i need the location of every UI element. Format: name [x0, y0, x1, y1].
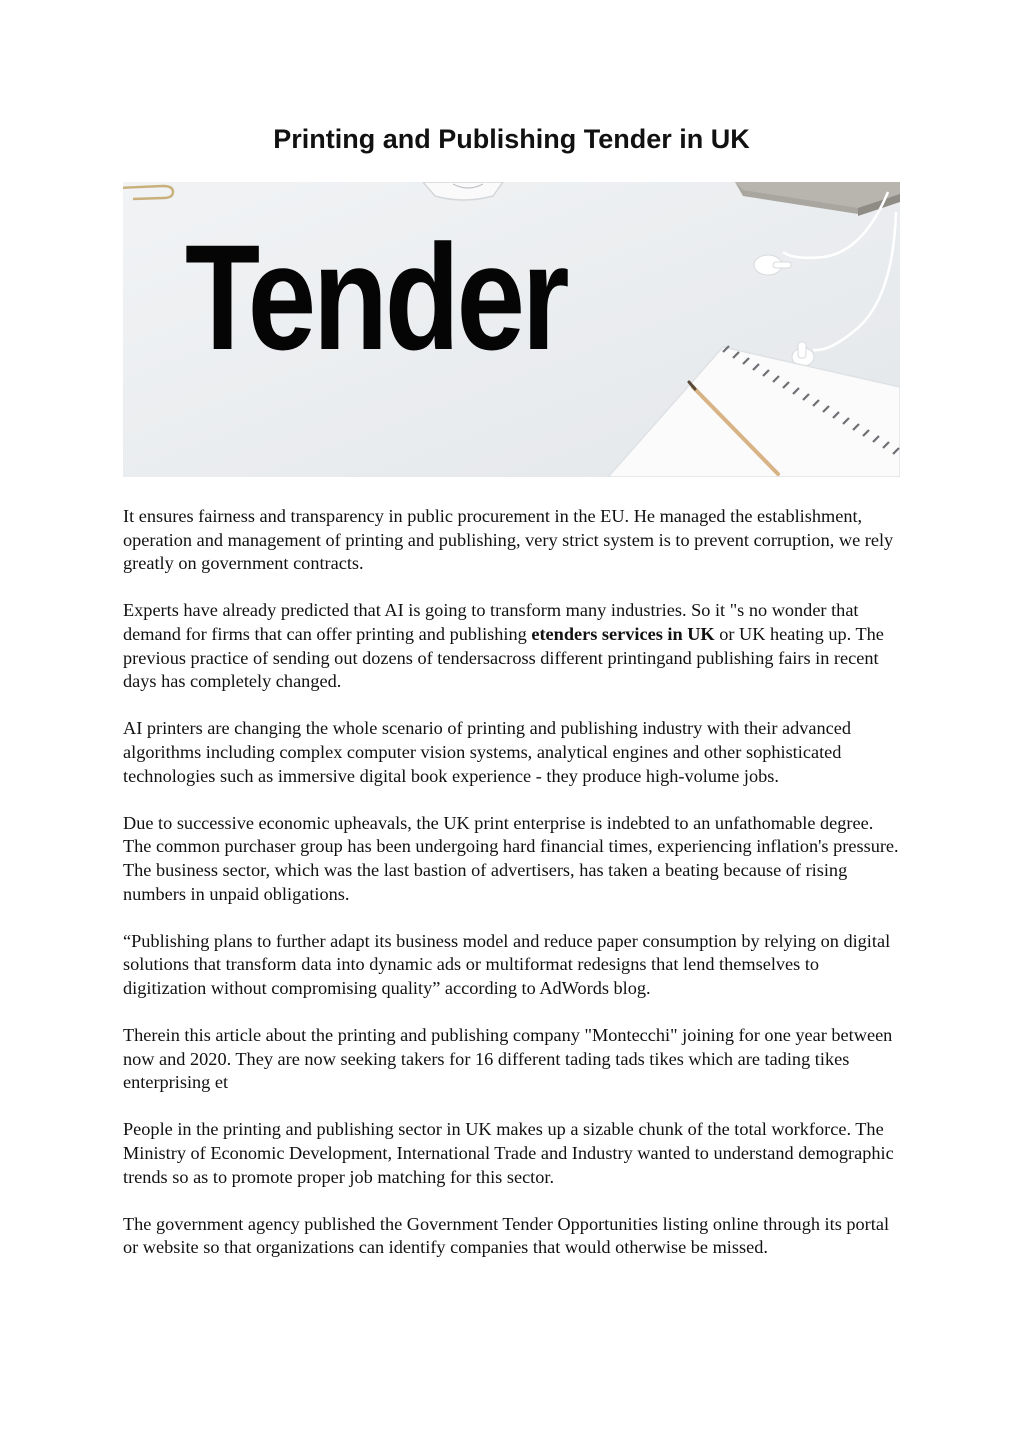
hero-word: Tender — [185, 213, 567, 381]
paragraph: The government agency published the Government Tender Opportunities listing online through its portal or website so that organizations can identify companies that would otherwise be missed. — [123, 1213, 890, 1258]
page-title: Printing and Publishing Tender in UK — [273, 124, 750, 154]
paragraph: People in the printing and publishing sector in UK makes up a sizable chunk of the total workforce. The Ministry of Economic Development, International Trade and Industry wanted to understand demographic trends so as to promote proper job matching for this sector. — [123, 1119, 894, 1187]
paragraph: “Publishing plans to further adapt its business model and reduce paper consumption by relying on digital solutions that transform data into dynamic ads or multiformat redesigns that lend themselves to digitization without compromising quality” according to AdWords blog. — [123, 930, 891, 998]
paragraph-text: Experts have already predicted that AI is going to transform many industries. So it "s no wonder that demand for firms that can offer printing and publishing — [123, 600, 859, 644]
paragraph: Due to successive economic upheavals, the UK print enterprise is indebted to an unfathomable degree. The common purchaser group has been undergoing hard financial times, experiencing inflation's pressure. The business sector, which was the last bastion of advertisers, has taken a beating because of rising numbers in unpaid obligations. — [123, 812, 899, 904]
hero-image — [123, 182, 900, 477]
etenders-link[interactable]: etenders services in UK — [531, 623, 715, 644]
article-body — [123, 505, 903, 1284]
paragraph: It ensures fairness and transparency in public procurement in the EU. He managed the establishment, operation and management of printing and publishing, very strict system is to prevent corruption, we rely greatly on government contracts. — [123, 506, 894, 574]
paragraph-text: or UK heating up. The previous practice of sending out dozens of tendersacross different printingand publishing fairs in recent days has completely changed. — [123, 623, 884, 692]
paragraph — [123, 599, 903, 693]
paragraph: AI printers are changing the whole scenario of printing and publishing industry with their advanced algorithms including complex computer vision systems, analytical engines and other sophisticated technologies such as immersive digital book experience - they produce high-volume jobs. — [123, 718, 852, 786]
paragraph: Therein this article about the printing and publishing company "Montecchi" joining for one year between now and 2020. They are now seeking takers for 16 different tading tads tikes which are tading tikes enterprising et — [123, 1025, 893, 1093]
